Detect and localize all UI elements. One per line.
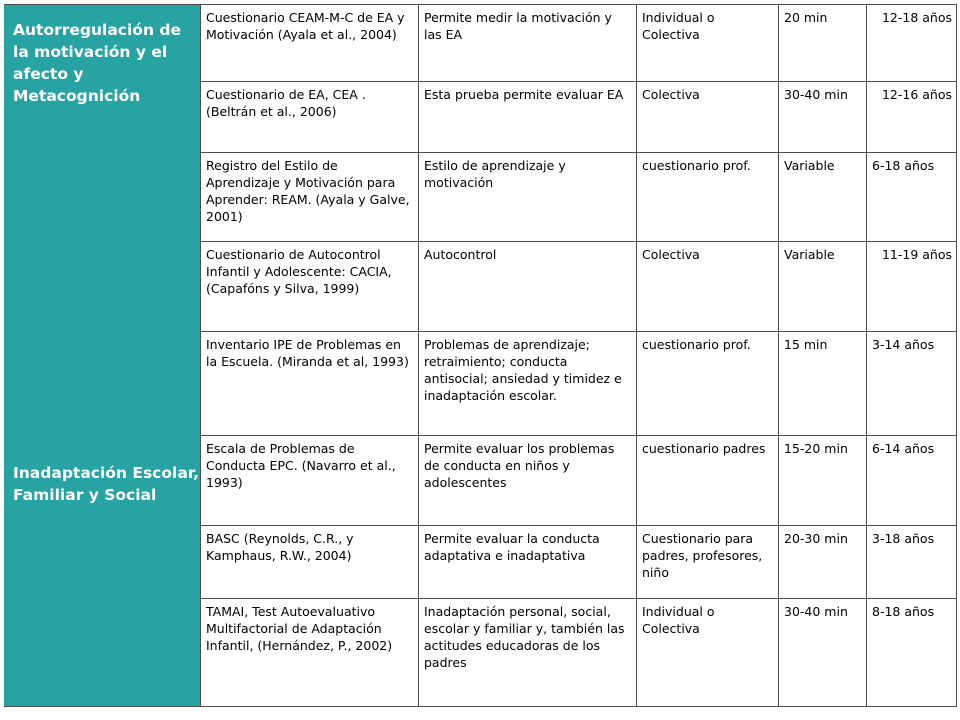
application-cell: cuestionario padres bbox=[637, 436, 779, 526]
age-cell bbox=[867, 5, 957, 82]
description-cell: Inadaptación personal, social, escolar y familiar y, también las actitudes educadoras de los padres bbox=[419, 599, 637, 707]
application-cell: Individual o Colectiva bbox=[637, 599, 779, 707]
age-cell bbox=[867, 242, 957, 332]
age-cell: 3-18 años bbox=[867, 526, 957, 599]
application-cell: Colectiva bbox=[637, 82, 779, 153]
time-cell: 30-40 min bbox=[779, 82, 867, 153]
time-cell: 15-20 min bbox=[779, 436, 867, 526]
table-row bbox=[5, 5, 957, 82]
section-title-inadaptation: Inadaptación Escolar, Familiar y Social bbox=[13, 464, 200, 504]
instrument-cell: Escala de Problemas de Conducta EPC. (Navarro et al., 1993) bbox=[201, 436, 419, 526]
application-cell: Cuestionario para padres, profesores, niño bbox=[637, 526, 779, 599]
description-cell: Esta prueba permite evaluar EA bbox=[419, 82, 637, 153]
time-cell: 30-40 min bbox=[779, 599, 867, 707]
age-cell: 6-18 años bbox=[867, 153, 957, 242]
description-cell: Estilo de aprendizaje y motivación bbox=[419, 153, 637, 242]
instrument-cell: TAMAI, Test Autoevaluativo Multifactorial de Adaptación Infantil, (Hernández, P., 2002) bbox=[201, 599, 419, 707]
application-cell: Individual o Colectiva bbox=[637, 5, 779, 82]
application-cell: Colectiva bbox=[637, 242, 779, 332]
application-cell: cuestionario prof. bbox=[637, 153, 779, 242]
age-value: 11-19 años bbox=[881, 247, 952, 262]
instrument-cell: Inventario IPE de Problemas en la Escuela. (Miranda et al, 1993) bbox=[201, 332, 419, 436]
description-cell: Permite evaluar los problemas de conducta en niños y adolescentes bbox=[419, 436, 637, 526]
instrument-cell: Cuestionario CEAM-M-C de EA y Motivación (Ayala et al., 2004) bbox=[201, 5, 419, 82]
age-cell: 8-18 años bbox=[867, 599, 957, 707]
application-cell: cuestionario prof. bbox=[637, 332, 779, 436]
time-cell: 20-30 min bbox=[779, 526, 867, 599]
age-cell: 6-14 años bbox=[867, 436, 957, 526]
instrument-cell: BASC (Reynolds, C.R., y Kamphaus, R.W., 2004) bbox=[201, 526, 419, 599]
age-value: 12-16 años bbox=[881, 87, 952, 102]
section-title-metacognition: Autorregulación de la motivación y el afecto y Metacognición bbox=[13, 21, 181, 105]
instrument-cell: Registro del Estilo de Aprendizaje y Motivación para Aprender: REAM. (Ayala y Galve, 2001) bbox=[201, 153, 419, 242]
description-cell: Permite medir la motivación y las EA bbox=[419, 5, 637, 82]
description-cell: Autocontrol bbox=[419, 242, 637, 332]
age-cell: 3-14 años bbox=[867, 332, 957, 436]
description-cell: Permite evaluar la conducta adaptativa e inadaptativa bbox=[419, 526, 637, 599]
time-cell: 15 min bbox=[779, 332, 867, 436]
instrument-cell: Cuestionario de EA, CEA . (Beltrán et al., 2006) bbox=[201, 82, 419, 153]
time-cell: Variable bbox=[779, 153, 867, 242]
instruments-table bbox=[4, 4, 957, 707]
age-value: 12-18 años bbox=[881, 10, 952, 25]
instrument-cell: Cuestionario de Autocontrol Infantil y Adolescente: CACIA, (Capafóns y Silva, 1999) bbox=[201, 242, 419, 332]
section-column bbox=[5, 5, 201, 707]
description-cell: Problemas de aprendizaje; retraimiento; conducta antisocial; ansiedad y timidez e inadaptación escolar. bbox=[419, 332, 637, 436]
time-cell: Variable bbox=[779, 242, 867, 332]
age-cell bbox=[867, 82, 957, 153]
time-cell: 20 min bbox=[779, 5, 867, 82]
